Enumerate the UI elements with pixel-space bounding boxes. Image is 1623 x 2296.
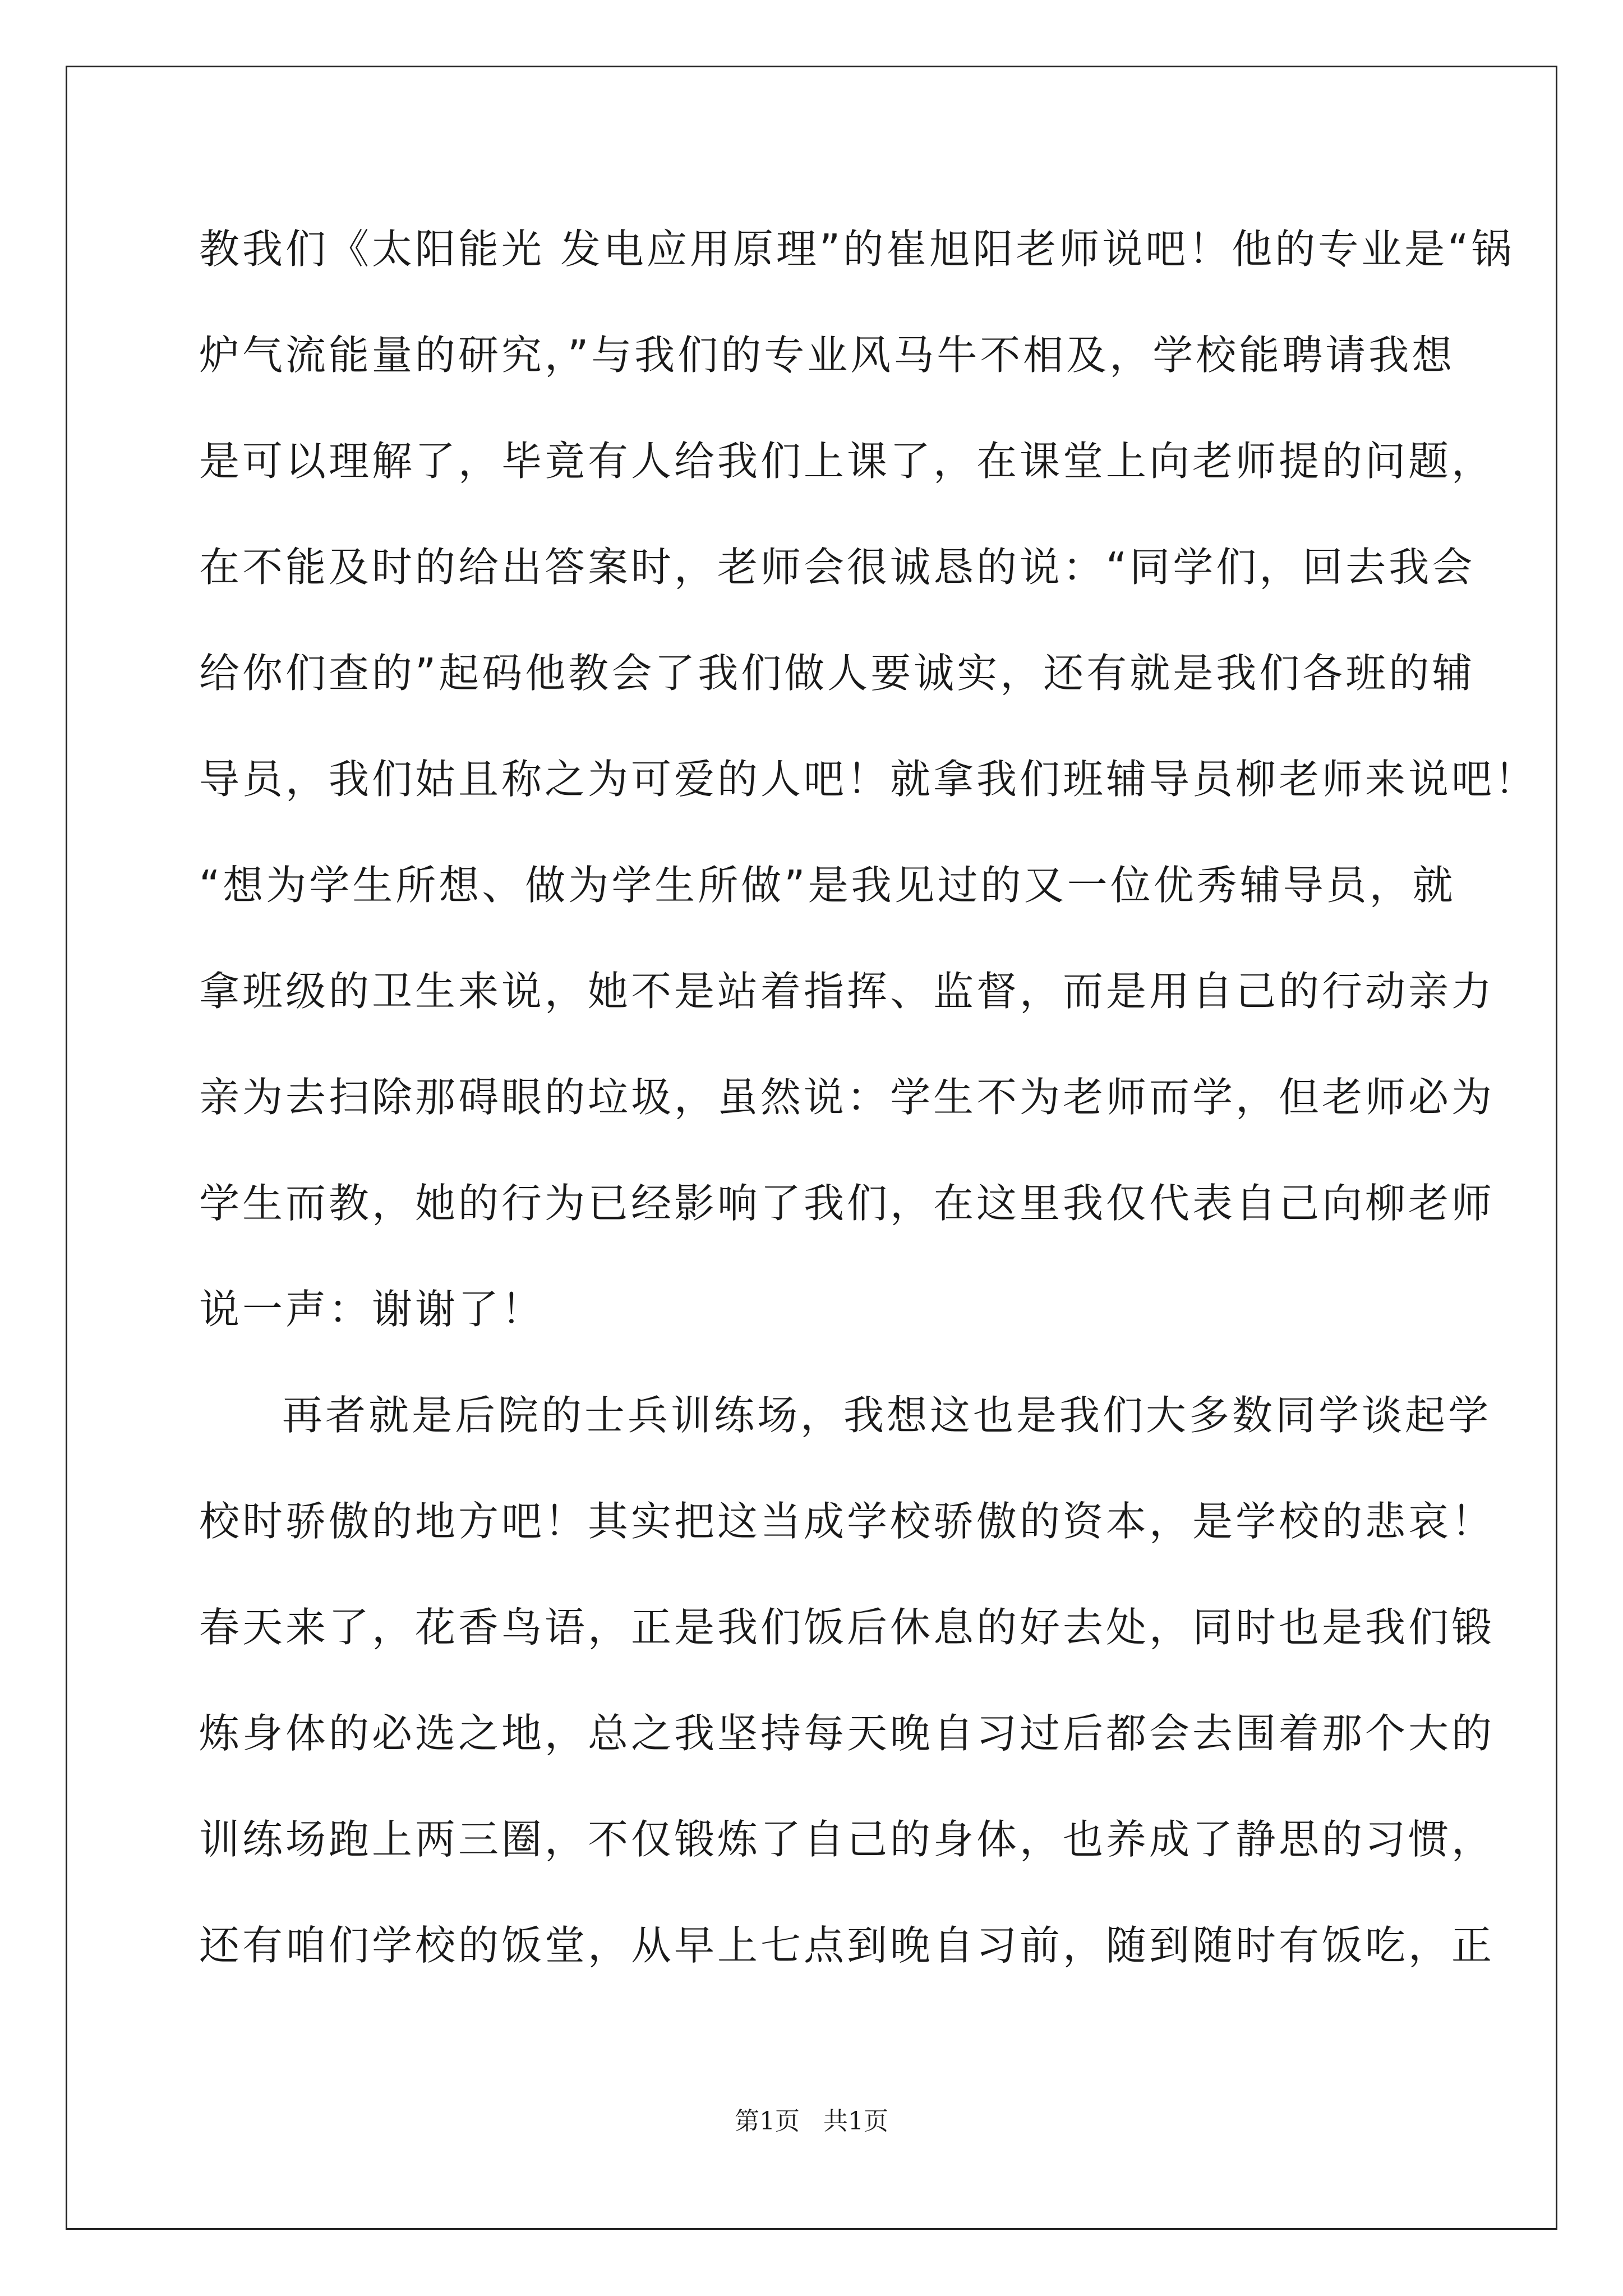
text-line: 还有咱们学校的饭堂，从早上七点到晚自习前，随到随时有饭吃，正 <box>199 1922 1495 1969</box>
text-line: 春天来了，花香鸟语，正是我们饭后休息的好去处，同时也是我们锻 <box>199 1604 1495 1651</box>
page-footer: 第1页 共1页 <box>735 2107 888 2136</box>
text-line: 校时骄傲的地方吧！其实把这当成学校骄傲的资本，是学校的悲哀！ <box>199 1498 1495 1545</box>
document-body <box>199 196 1538 1999</box>
paragraph-start-line: 再者就是后院的士兵训练场，我想这也是我们大多数同学谈起学 <box>282 1392 1492 1439</box>
text-line: 拿班级的卫生来说，她不是站着指挥、监督，而是用自己的行动亲力 <box>199 968 1495 1015</box>
text-line: 教我们《太阳能光 发电应用原理”的崔旭阳老师说吧！他的专业是“锅 <box>199 226 1515 273</box>
text-line: 导员，我们姑且称之为可爱的人吧！就拿我们班辅导员柳老师来说吧！ <box>199 756 1538 803</box>
text-line: 是可以理解了，毕竟有人给我们上课了，在课堂上向老师提的问题， <box>199 438 1495 485</box>
text-line: 学生而教，她的行为已经影响了我们，在这里我仅代表自己向柳老师 <box>199 1180 1495 1227</box>
text-line: “想为学生所想、做为学生所做”是我见过的又一位优秀辅导员，就 <box>199 862 1456 909</box>
text-line: 给你们查的”起码他教会了我们做人要诚实，还有就是我们各班的辅 <box>199 650 1476 697</box>
text-line: 炼身体的必选之地，总之我坚持每天晚自习过后都会去围着那个大的 <box>199 1710 1495 1757</box>
text-line: 训练场跑上两三圈，不仅锻炼了自己的身体，也养成了静思的习惯， <box>199 1816 1495 1863</box>
text-line: 炉气流能量的研究，”与我们的专业风马牛不相及，学校能聘请我想 <box>199 332 1455 379</box>
text-line: 亲为去扫除那碍眼的垃圾，虽然说：学生不为老师而学，但老师必为 <box>199 1074 1495 1121</box>
text-line: 在不能及时的给出答案时，老师会很诚恳的说：“同学们，回去我会 <box>199 544 1476 591</box>
text-line: 说一声：谢谢了！ <box>199 1286 545 1333</box>
